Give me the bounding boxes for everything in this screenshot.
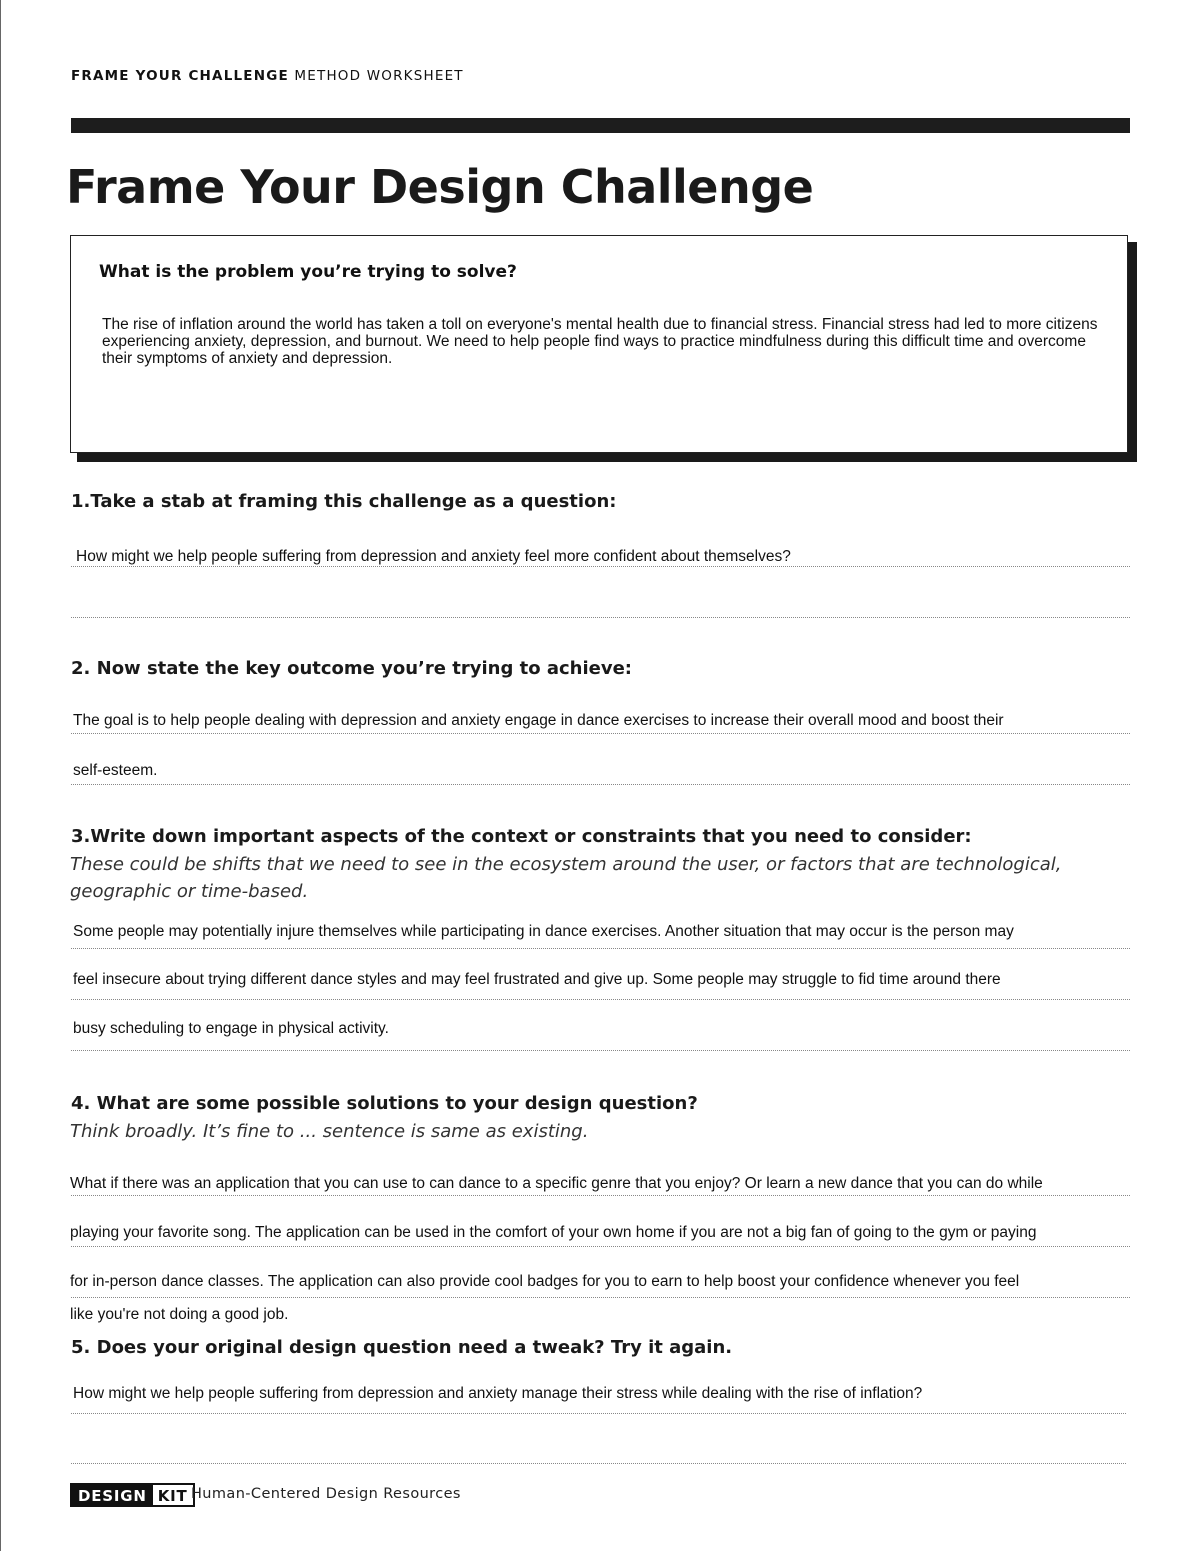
section-3-subtitle-line-2: geographic or time-based. (70, 881, 309, 902)
answer-line-divider (71, 1463, 1126, 1464)
section-2-answer-line-1[interactable]: The goal is to help people dealing with depression and anxiety engage in dance exercises to increase their overall mood and boost their (73, 712, 1004, 729)
section-4-answer-line-3[interactable]: for in-person dance classes. The application can also provide cool badges for you to earn to help boost your confidence whenever you feel (70, 1273, 1020, 1290)
design-kit-logo (70, 1483, 195, 1507)
section-3-answer-line-3[interactable]: busy scheduling to engage in physical activity. (73, 1020, 389, 1037)
worksheet-header (71, 68, 464, 84)
answer-line-divider (71, 948, 1130, 949)
section-2-answer-line-2[interactable]: self-esteem. (73, 762, 158, 779)
header-divider-bar (71, 118, 1130, 133)
logo-kit-text: KIT (153, 1485, 193, 1505)
section-4-answer-line-1[interactable]: What if there was an application that you can use to can dance to a specific genre that you enjoy? Or learn a new dance that you can do while (70, 1175, 1043, 1192)
section-3-heading: 3.Write down important aspects of the context or constraints that you need to consider: (71, 826, 972, 847)
answer-line-divider (71, 733, 1130, 734)
section-2-heading: 2. Now state the key outcome you’re trying to achieve: (71, 658, 632, 679)
section-4-subtitle: Think broadly. It’s fine to ... sentence is same as existing. (70, 1121, 589, 1142)
page-title: Frame Your Design Challenge (66, 160, 814, 214)
footer-tagline: Human-Centered Design Resources (191, 1486, 461, 1502)
section-3-subtitle-line-1: These could be shifts that we need to see in the ecosystem around the user, or factors that are technological, (70, 854, 1062, 875)
problem-question: What is the problem you’re trying to solve? (99, 262, 517, 282)
answer-line-divider (71, 1246, 1130, 1247)
section-1-answer-line-1[interactable]: How might we help people suffering from depression and anxiety feel more confident about themselves? (76, 548, 791, 565)
section-1-heading: 1.Take a stab at framing this challenge as a question: (71, 491, 617, 512)
answer-line-divider (71, 784, 1130, 785)
section-3-answer-line-1[interactable]: Some people may potentially injure themselves while participating in dance exercises. Another situation that may occur is the person may (73, 923, 1014, 940)
section-4-answer-line-2[interactable]: playing your favorite song. The application can be used in the comfort of your own home if you are not a big fan of going to the gym or paying (70, 1224, 1037, 1241)
answer-line-divider (71, 566, 1130, 567)
logo-design-text: DESIGN (72, 1485, 153, 1505)
problem-answer[interactable]: The rise of inflation around the world has taken a toll on everyone's mental health due to financial stress. Financial stress had led to more citizens experiencing anxiety, depression, and burnout. We need to help people find ways to practice mindfulness during this difficult time and overcome their symptoms of anxiety and depression. (102, 316, 1098, 367)
section-3-answer-line-2[interactable]: feel insecure about trying different dance styles and may feel frustrated and give up. Some people may struggle to fid time around there (73, 971, 1001, 988)
section-5-heading: 5. Does your original design question need a tweak? Try it again. (71, 1337, 733, 1358)
section-4-answer-line-4[interactable]: like you're not doing a good job. (70, 1306, 289, 1323)
answer-line-divider (71, 617, 1130, 618)
page-edge (0, 0, 1, 1551)
answer-line-divider (71, 1297, 1130, 1298)
answer-line-divider (71, 1413, 1126, 1414)
section-4-heading: 4. What are some possible solutions to your design question? (71, 1093, 698, 1114)
answer-line-divider (71, 999, 1130, 1000)
answer-line-divider (71, 1195, 1130, 1196)
answer-line-divider (71, 1050, 1130, 1051)
section-5-answer-line-1[interactable]: How might we help people suffering from depression and anxiety manage their stress while dealing with the rise of inflation? (73, 1385, 923, 1402)
header-label-rest: METHOD WORKSHEET (288, 68, 464, 84)
header-label-bold: FRAME YOUR CHALLENGE (71, 68, 289, 84)
